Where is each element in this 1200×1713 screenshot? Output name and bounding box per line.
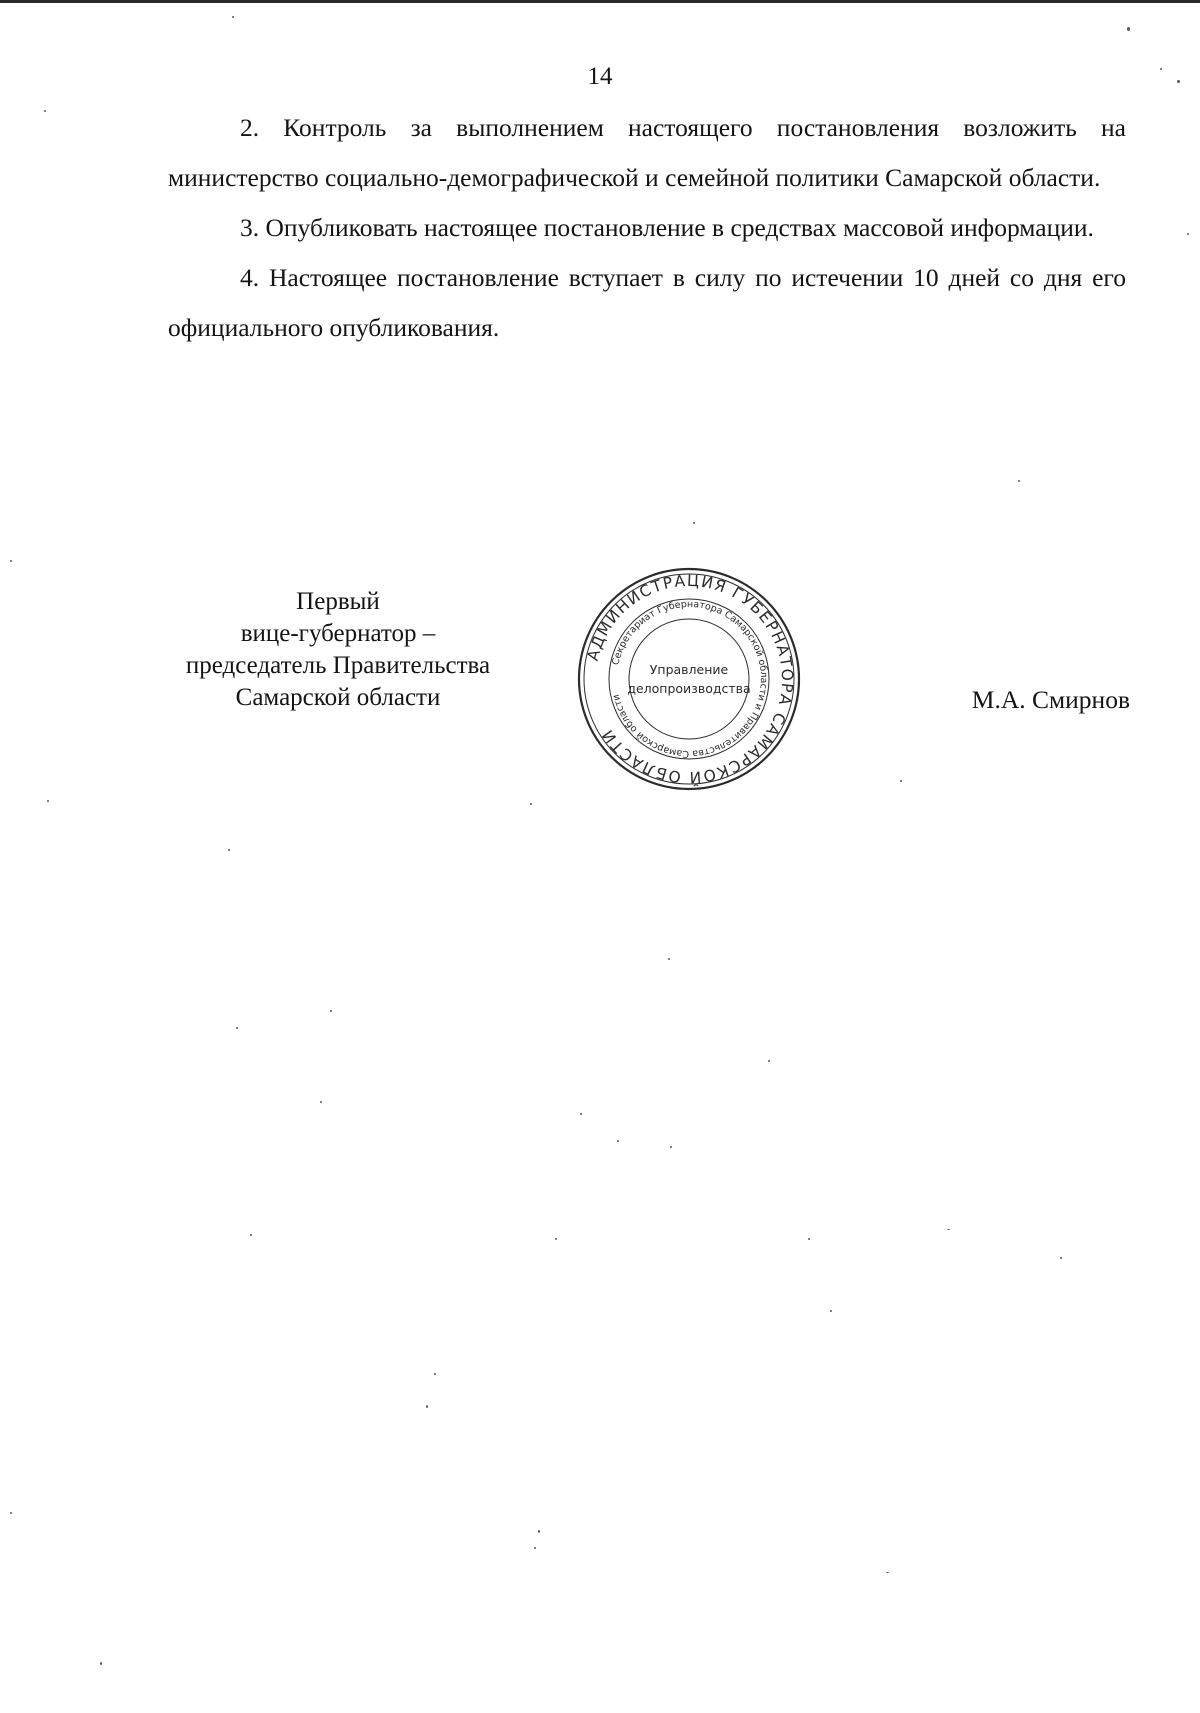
scan-speck — [808, 1238, 810, 1240]
scan-speck — [434, 1373, 436, 1375]
scan-speck — [47, 800, 49, 802]
seal-center-line-1: Управление — [649, 662, 729, 677]
scan-speck — [1018, 480, 1020, 482]
signatory-position-line: Первый — [296, 588, 380, 615]
signatory-position-line: Самарской области — [235, 684, 441, 711]
scan-speck — [555, 1238, 557, 1240]
page-number: 14 — [587, 63, 613, 90]
seal-outer-text: АДМИНИСТРАЦИЯ ГУБЕРНАТОРА САМАРСКОЙ ОБЛАСТИ — [583, 571, 797, 787]
scan-speck — [1177, 80, 1180, 83]
signatory-position-line: вице-губернатор – — [240, 620, 436, 647]
scan-speck — [1127, 27, 1130, 31]
seal-center-line-2: делопроизводства — [627, 681, 751, 696]
signatory-position-line: председатель Правительства — [185, 652, 491, 679]
scan-speck — [580, 1113, 582, 1115]
scan-speck — [1160, 68, 1162, 70]
scan-speck — [10, 1512, 12, 1514]
scan-speck — [668, 958, 670, 960]
signatory-position — [158, 586, 518, 714]
official-seal — [576, 566, 802, 792]
paragraph-publish: 3. Опубликовать настоящее постановление в средствах массовой информации. — [240, 213, 1094, 242]
scan-speck — [228, 849, 230, 851]
document-body — [168, 103, 1126, 353]
scan-speck — [693, 522, 695, 524]
scan-speck — [900, 780, 902, 782]
scan-speck — [538, 1530, 540, 1533]
scan-speck — [100, 1662, 102, 1665]
scan-speck — [320, 1101, 322, 1103]
paragraph-control: 2. Контроль за выполнением настоящего постановления возложить на министерство социально-демографической и семейной политики Самарской области. — [168, 113, 1126, 192]
scan-speck — [10, 560, 12, 562]
scan-speck — [830, 1310, 832, 1312]
scan-top-edge — [0, 0, 1200, 3]
scan-speck — [1060, 1257, 1062, 1259]
scan-speck — [250, 1234, 252, 1236]
scan-speck — [947, 1229, 950, 1230]
scan-speck — [1187, 233, 1189, 235]
scan-speck — [530, 803, 532, 805]
scan-speck — [330, 1010, 332, 1012]
seal-inner-text: Секретариат Губернатора Самарской области и Правительства Самарской области — [610, 598, 770, 760]
scan-speck — [768, 1060, 770, 1062]
signatory-name: М.А. Смирнов — [971, 685, 1130, 714]
scan-speck — [886, 1572, 889, 1573]
scan-speck — [617, 1140, 619, 1142]
paragraph-effective-date: 4. Настоящее постановление вступает в силу по истечении 10 дней со дня его официального опубликования. — [168, 263, 1126, 342]
scan-speck — [534, 1547, 536, 1549]
seal-center-ring — [629, 619, 749, 739]
scan-speck — [426, 1405, 428, 1408]
scan-speck — [232, 16, 234, 18]
scan-speck — [44, 110, 46, 112]
scan-speck — [236, 1027, 238, 1029]
scan-speck — [670, 1146, 672, 1148]
